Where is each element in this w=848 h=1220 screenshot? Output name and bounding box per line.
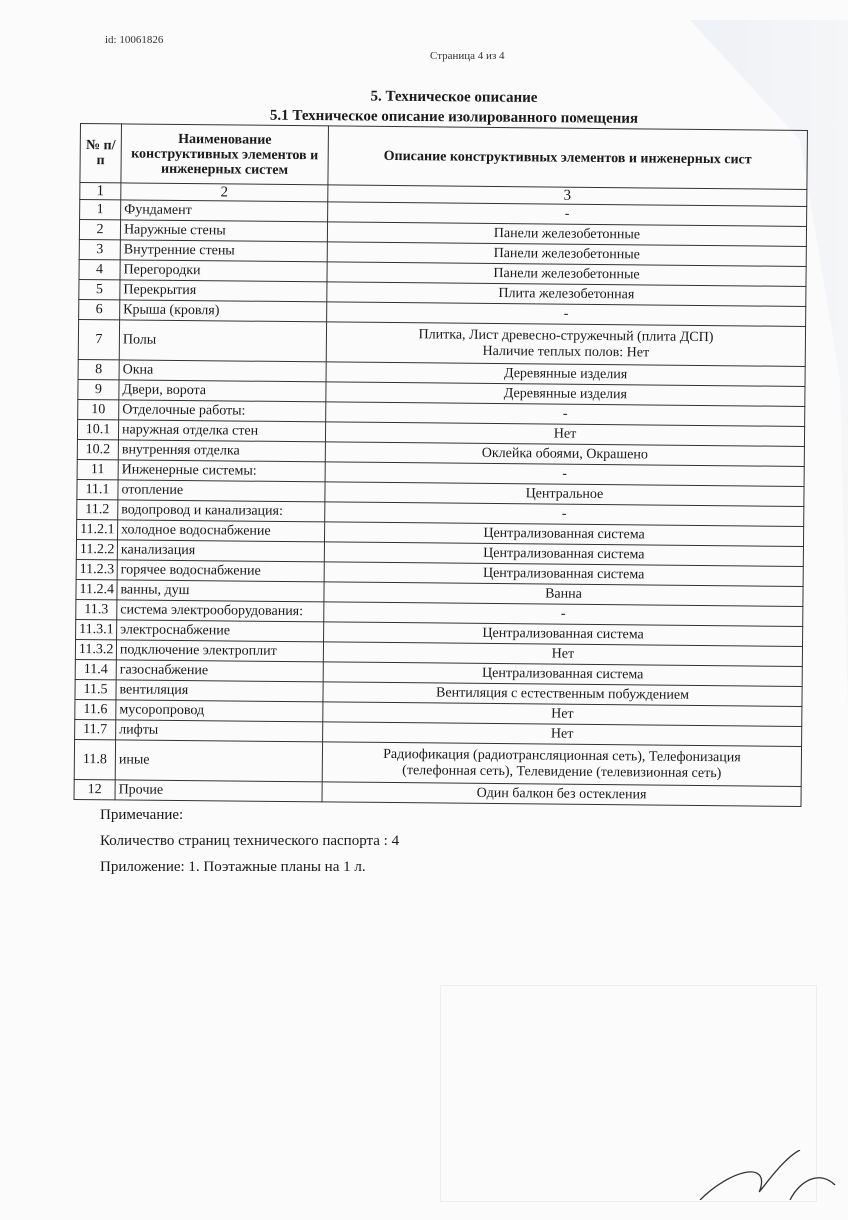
column-number: 2 [121, 183, 328, 202]
row-number: 7 [78, 319, 119, 359]
description-line: Радиофикация (радиотрансляционная сеть), Телефонизация [383, 746, 741, 765]
row-name: подключение электроплит [116, 640, 323, 662]
row-name: Наружные стены [120, 220, 327, 242]
row-description: Нет [323, 702, 802, 727]
row-description: Один балкон без остекления [322, 782, 801, 807]
row-name: Крыша (кровля) [120, 300, 327, 322]
row-number: 11.7 [75, 719, 116, 739]
signature-icon [690, 1150, 840, 1200]
column-number: 1 [80, 183, 121, 200]
row-name: внутренняя отделка [118, 440, 325, 462]
column-header-number: № п/п [80, 124, 122, 183]
row-description: Нет [323, 722, 802, 747]
row-name: Инженерные системы: [118, 460, 325, 482]
description-line: Наличие теплых полов: Нет [482, 343, 650, 360]
row-number: 11.3.2 [75, 639, 116, 659]
row-name: система электрооборудования: [117, 600, 324, 622]
row-description: - [325, 502, 804, 527]
row-number: 11.8 [74, 739, 115, 779]
row-name: мусоропровод [116, 700, 323, 722]
row-number: 9 [78, 379, 119, 399]
row-description: Деревянные изделия [326, 382, 805, 407]
row-number: 5 [79, 279, 120, 299]
section-title: 5. Техническое описание [370, 88, 538, 106]
row-number: 11.3.1 [76, 619, 117, 639]
row-number: 6 [79, 299, 120, 319]
table-header-row [80, 124, 808, 190]
appendix: Приложение: 1. Поэтажные планы на 1 л. [100, 859, 366, 875]
description-line: (телефонная сеть), Телевидение (телевизионная сеть) [402, 762, 722, 781]
row-description: Панели железобетонные [327, 222, 806, 247]
row-number: 11.1 [77, 479, 118, 499]
row-description: Централизованная система [324, 542, 803, 567]
table-row [74, 739, 801, 786]
row-name: отопление [118, 480, 325, 502]
row-name: Двери, ворота [119, 380, 326, 402]
row-number: 11.5 [75, 679, 116, 699]
row-description: Централизованная система [324, 622, 803, 647]
row-description: Ванна [324, 582, 803, 607]
row-description: Нет [323, 642, 802, 667]
row-number: 8 [78, 359, 119, 379]
notes-block [100, 802, 399, 880]
row-description: - [328, 202, 807, 227]
row-name: лифты [116, 720, 323, 742]
document-id: id: 10061826 [105, 34, 164, 46]
row-description: Панели железобетонные [327, 262, 806, 287]
row-description: Центральное [325, 482, 804, 507]
row-name: Фундамент [121, 200, 328, 222]
row-number: 11.2.2 [76, 539, 117, 559]
row-name: Перекрытия [120, 280, 327, 302]
row-description: Панели железобетонные [327, 242, 806, 267]
row-name: электроснабжение [117, 620, 324, 642]
row-number: 11 [77, 459, 118, 479]
row-description: Централизованная система [323, 662, 802, 687]
row-name: канализация [117, 540, 324, 562]
row-name: Внутренние стены [120, 240, 327, 262]
row-name: газоснабжение [116, 660, 323, 682]
row-description: - [324, 602, 803, 627]
row-number: 11.4 [75, 659, 116, 679]
page-number: Страница 4 из 4 [430, 50, 505, 62]
row-number: 11.2 [77, 499, 118, 519]
row-number: 11.6 [75, 699, 116, 719]
row-description: Нет [325, 422, 804, 447]
row-description: Плита железобетонная [327, 282, 806, 307]
row-number: 10.1 [77, 419, 118, 439]
row-description [326, 322, 805, 367]
row-number: 12 [74, 779, 115, 799]
row-name: водопровод и канализация: [118, 500, 325, 522]
row-name: иные [115, 740, 322, 782]
row-number: 10.2 [77, 439, 118, 459]
row-number: 11.2.3 [76, 559, 117, 579]
page-count: Количество страниц технического паспорта : 4 [100, 833, 400, 849]
row-number: 11.2.4 [76, 579, 117, 599]
row-description [322, 742, 801, 787]
technical-description-table [74, 123, 808, 807]
row-name: Окна [119, 360, 326, 382]
row-description: Централизованная система [324, 522, 803, 547]
row-name: горячее водоснабжение [117, 560, 324, 582]
row-name: ванны, душ [117, 580, 324, 602]
row-name: Полы [119, 320, 326, 362]
row-description: - [327, 302, 806, 327]
row-number: 11.2.1 [77, 519, 118, 539]
row-name: вентиляция [116, 680, 323, 702]
row-description: - [325, 462, 804, 487]
row-number: 11.3 [76, 599, 117, 619]
row-description: - [326, 402, 805, 427]
row-number: 4 [79, 259, 120, 279]
row-description: Оклейка обоями, Окрашено [325, 442, 804, 467]
row-name: Прочие [115, 780, 322, 802]
subsection-title: 5.1 Техническое описание изолированного помещения [269, 107, 639, 127]
description-line: Плитка, Лист древесно-стружечный (плита ДСП) [418, 326, 714, 345]
row-number: 1 [80, 200, 121, 220]
row-name: наружная отделка стен [118, 420, 325, 442]
row-name: холодное водоснабжение [118, 520, 325, 542]
row-number: 10 [78, 399, 119, 419]
row-description: Вентиляция с естественным побуждением [323, 682, 802, 707]
row-name: Отделочные работы: [119, 400, 326, 422]
note-label: Примечание: [100, 807, 184, 823]
row-name: Перегородки [120, 260, 327, 282]
column-number: 3 [328, 185, 807, 207]
table-row [78, 319, 805, 366]
row-number: 2 [79, 220, 120, 240]
column-header-name: Наименование конструктивных элементов и инженерных систем [121, 124, 329, 185]
row-description: Деревянные изделия [326, 362, 805, 387]
row-number: 3 [79, 239, 120, 259]
row-description: Централизованная система [324, 562, 803, 587]
column-header-description: Описание конструктивных элементов и инженерных сист [328, 126, 808, 190]
